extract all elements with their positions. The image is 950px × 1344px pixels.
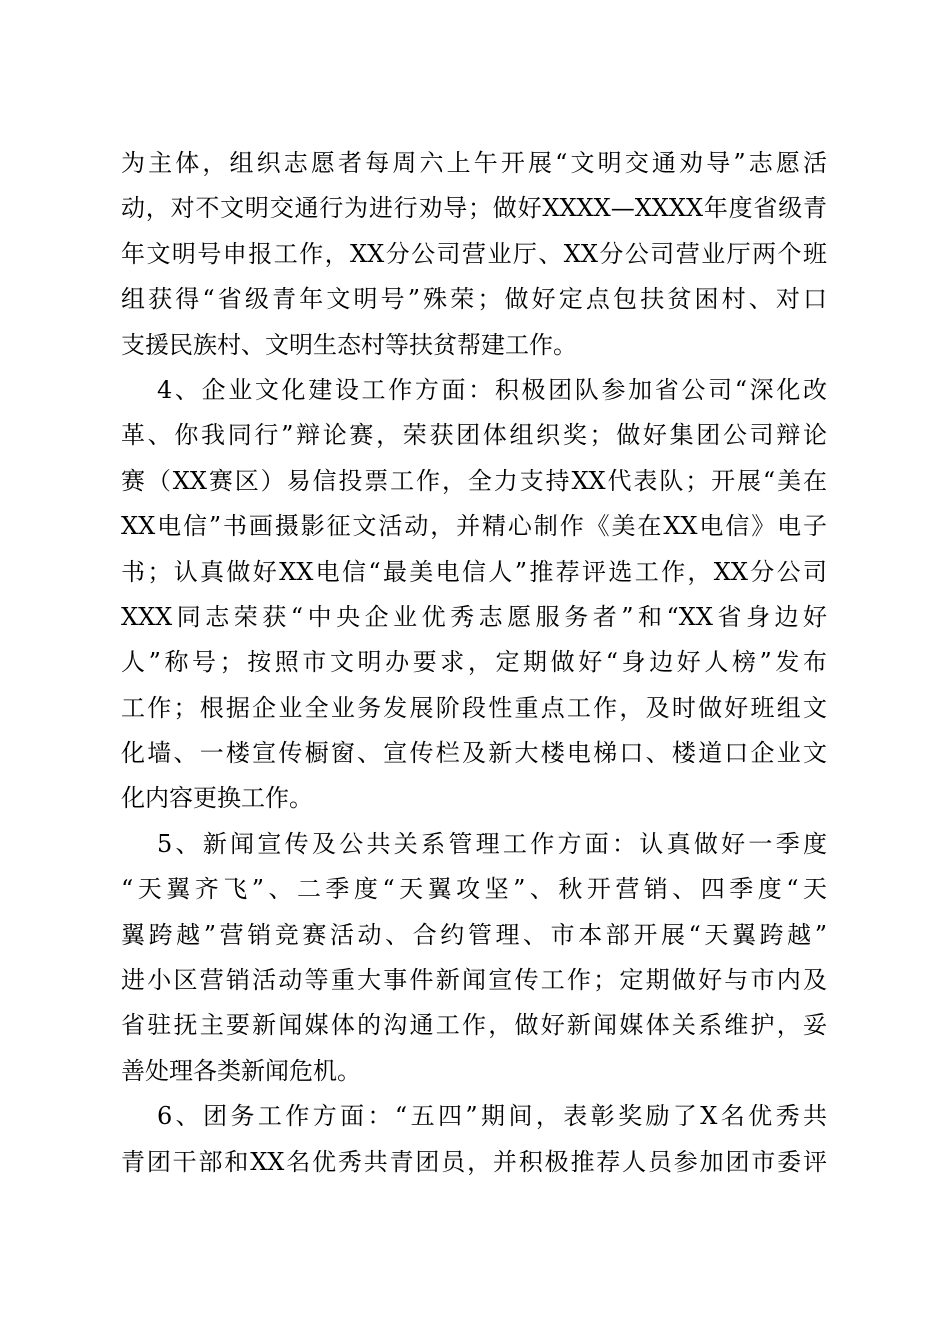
text-line: 进小区营销活动等重大事件新闻宣传工作；定期做好与市内及: [121, 966, 827, 995]
text-line: 书；认真做好XX电信“最美电信人”推荐评选工作，XX分公司: [121, 557, 827, 586]
text-line: 6、团务工作方面：“五四”期间，表彰奖励了X名优秀共: [157, 1102, 827, 1131]
text-line: 工作；根据企业全业务发展阶段性重点工作，及时做好班组文: [121, 693, 827, 722]
text-line: 化墙、一楼宣传橱窗、宣传栏及新大楼电梯口、楼道口企业文: [121, 739, 827, 768]
text-line: 支援民族村、文明生态村等扶贫帮建工作。: [121, 330, 577, 359]
text-line: 动，对不文明交通行为进行劝导；做好XXXX—XXXX年度省级青: [121, 194, 827, 223]
text-line: 青团干部和XX名优秀共青团员，并积极推荐人员参加团市委评: [121, 1147, 827, 1176]
text-line: 为主体，组织志愿者每周六上午开展“文明交通劝导”志愿活: [121, 149, 827, 177]
text-line: 化内容更换工作。: [121, 784, 313, 813]
text-line: 革、你我同行”辩论赛，荣获团体组织奖；做好集团公司辩论: [121, 421, 827, 450]
body-text: [121, 141, 827, 1185]
text-line: XX电信”书画摄影征文活动，并精心制作《美在XX电信》电子: [121, 512, 827, 541]
text-line: 翼跨越”营销竞赛活动、合约管理、市本部开展“天翼跨越”: [121, 920, 827, 949]
text-line: 5、新闻宣传及公共关系管理工作方面：认真做好一季度: [157, 829, 827, 858]
text-line: XXX同志荣获“中央企业优秀志愿服务者”和“XX省身边好: [121, 602, 827, 631]
text-line: 年文明号申报工作，XX分公司营业厅、XX分公司营业厅两个班: [121, 239, 827, 268]
text-line: 组获得“省级青年文明号”殊荣；做好定点包扶贫困村、对口: [121, 285, 827, 314]
text-line: 人”称号；按照市文明办要求，定期做好“身边好人榜”发布: [121, 648, 827, 677]
text-line: 赛（XX赛区）易信投票工作，全力支持XX代表队；开展“美在: [121, 466, 827, 495]
text-line: 善处理各类新闻危机。: [121, 1056, 361, 1085]
text-line: “天翼齐飞”、二季度“天翼攻坚”、秋开营销、四季度“天: [121, 875, 827, 904]
text-line: 省驻抚主要新闻媒体的沟通工作，做好新闻媒体关系维护，妥: [121, 1011, 827, 1040]
text-line: 4、企业文化建设工作方面：积极团队参加省公司“深化改: [157, 375, 827, 404]
